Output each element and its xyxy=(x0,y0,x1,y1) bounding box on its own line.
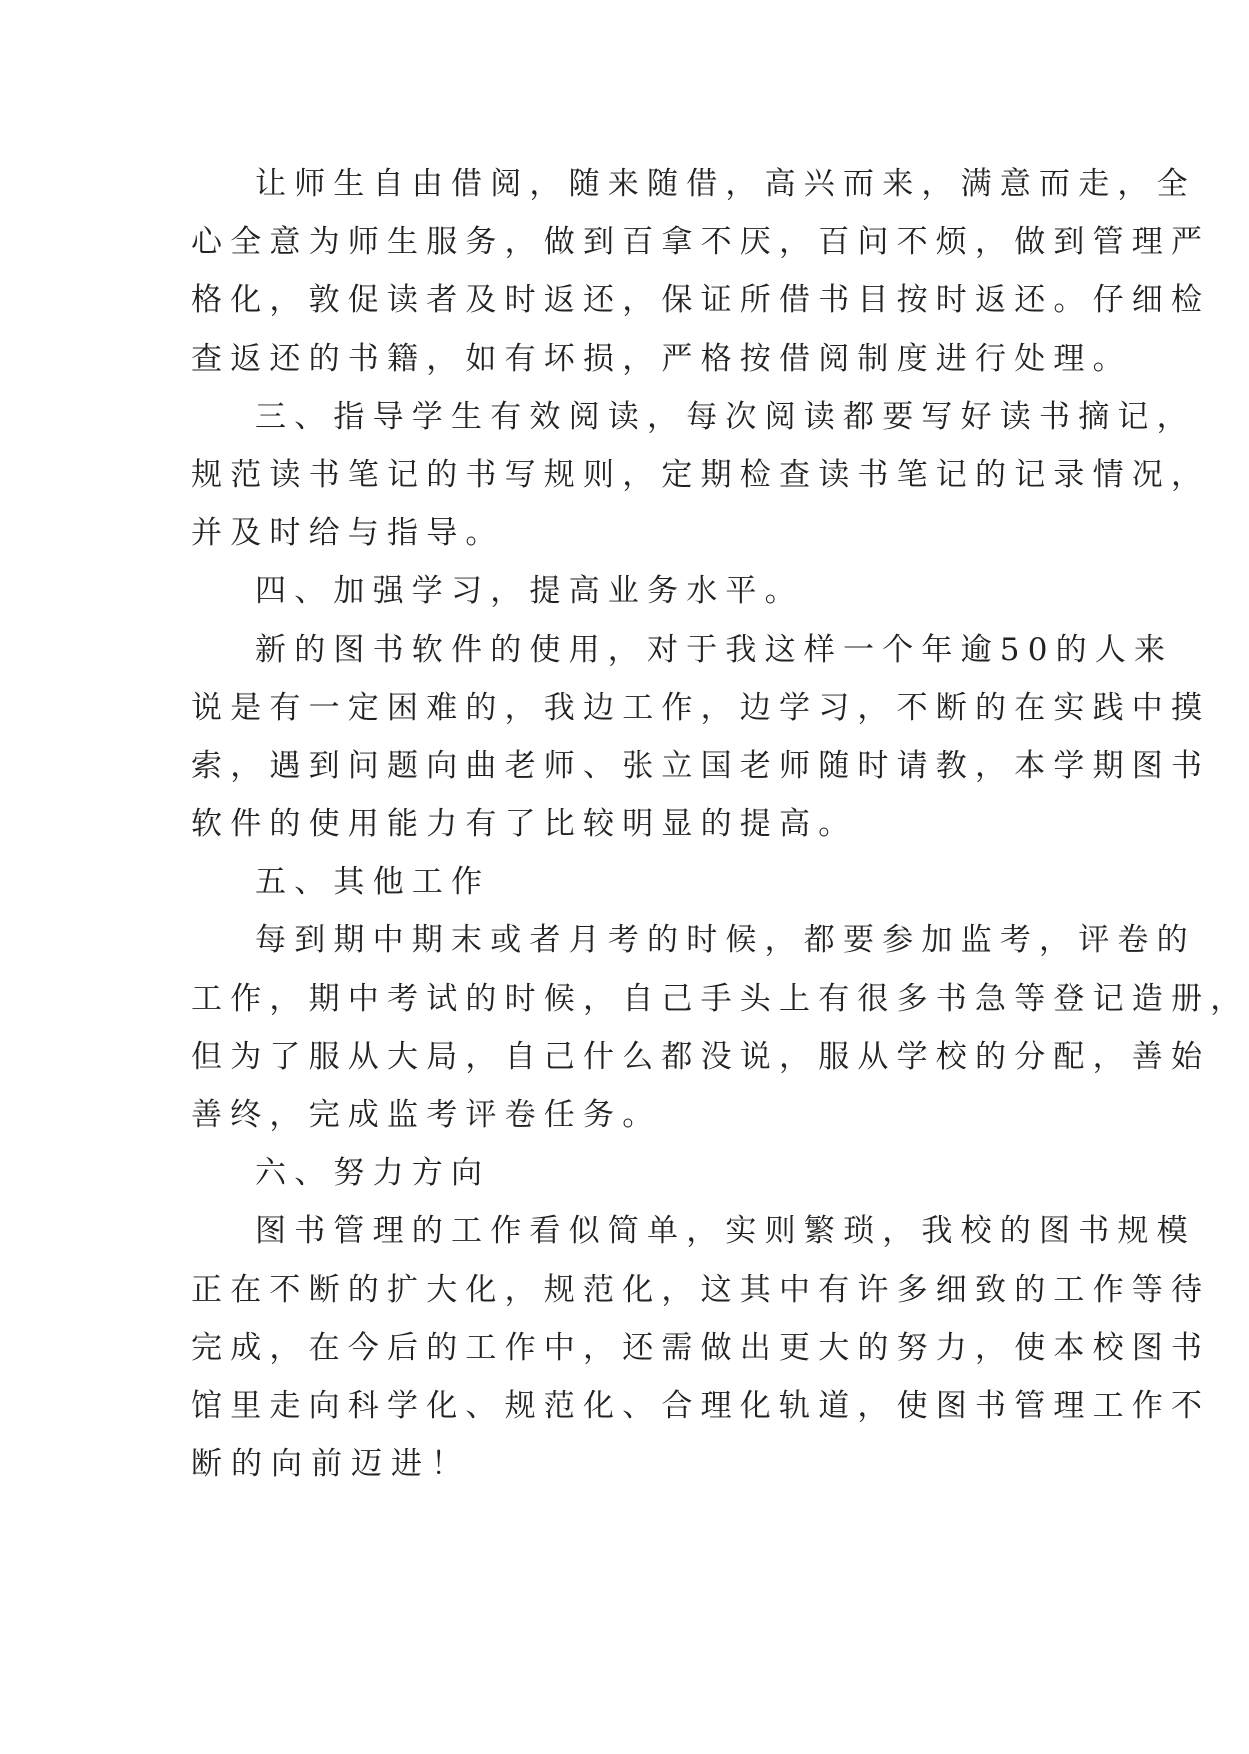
text-line: 完成，在今后的工作中，还需做出更大的努力，使本校图书 xyxy=(191,1329,1211,1366)
text-line: 格化，敦促读者及时返还，保证所借书目按时返还。仔细检 xyxy=(191,282,1211,319)
text-line: 规范读书笔记的书写规则，定期检查读书笔记的记录情况， xyxy=(191,456,1211,493)
text-line: 每到期中期末或者月考的时候，都要参加监考，评卷的 xyxy=(255,922,1196,959)
text-line: 图书管理的工作看似简单，实则繁琐，我校的图书规模 xyxy=(255,1213,1196,1250)
text-line: 查返还的书籍，如有坏损，严格按借阅制度进行处理。 xyxy=(191,340,1132,377)
text-line: 断的向前迈进！ xyxy=(191,1446,471,1483)
text-line: 索，遇到问题向曲老师、张立国老师随时请教，本学期图书 xyxy=(191,747,1211,784)
text-line: 并及时给与指导。 xyxy=(191,515,505,552)
document-body xyxy=(191,155,1249,1493)
section-heading: 四、加强学习，提高业务水平。 xyxy=(255,573,804,610)
text-line: 善终，完成监考评卷任务。 xyxy=(191,1097,662,1133)
text-line: 说是有一定困难的，我边工作，边学习，不断的在实践中摸 xyxy=(191,689,1211,726)
text-line: 三、指导学生有效阅读，每次阅读都要写好读书摘记， xyxy=(255,398,1196,435)
text-line: 正在不断的扩大化，规范化，这其中有许多细致的工作等待 xyxy=(191,1271,1211,1308)
section-heading: 五、其他工作 xyxy=(255,864,491,901)
text-line: 工作，期中考试的时候，自己手头上有很多书急等登记造册， xyxy=(191,980,1249,1017)
text-line: 心全意为师生服务，做到百拿不厌，百问不烦，做到管理严 xyxy=(191,224,1211,261)
text-line: 软件的使用能力有了比较明显的提高。 xyxy=(191,806,858,843)
text-line: 但为了服从大局，自己什么都没说，服从学校的分配，善始 xyxy=(191,1038,1211,1075)
section-heading: 六、努力方向 xyxy=(255,1155,491,1192)
text-line: 让师生自由借阅，随来随借，高兴而来，满意而走，全 xyxy=(255,166,1196,202)
text-line: 馆里走向科学化、规范化、合理化轨道，使图书管理工作不 xyxy=(191,1387,1211,1424)
text-line: 新的图书软件的使用，对于我这样一个年逾50的人来 xyxy=(255,631,1174,668)
